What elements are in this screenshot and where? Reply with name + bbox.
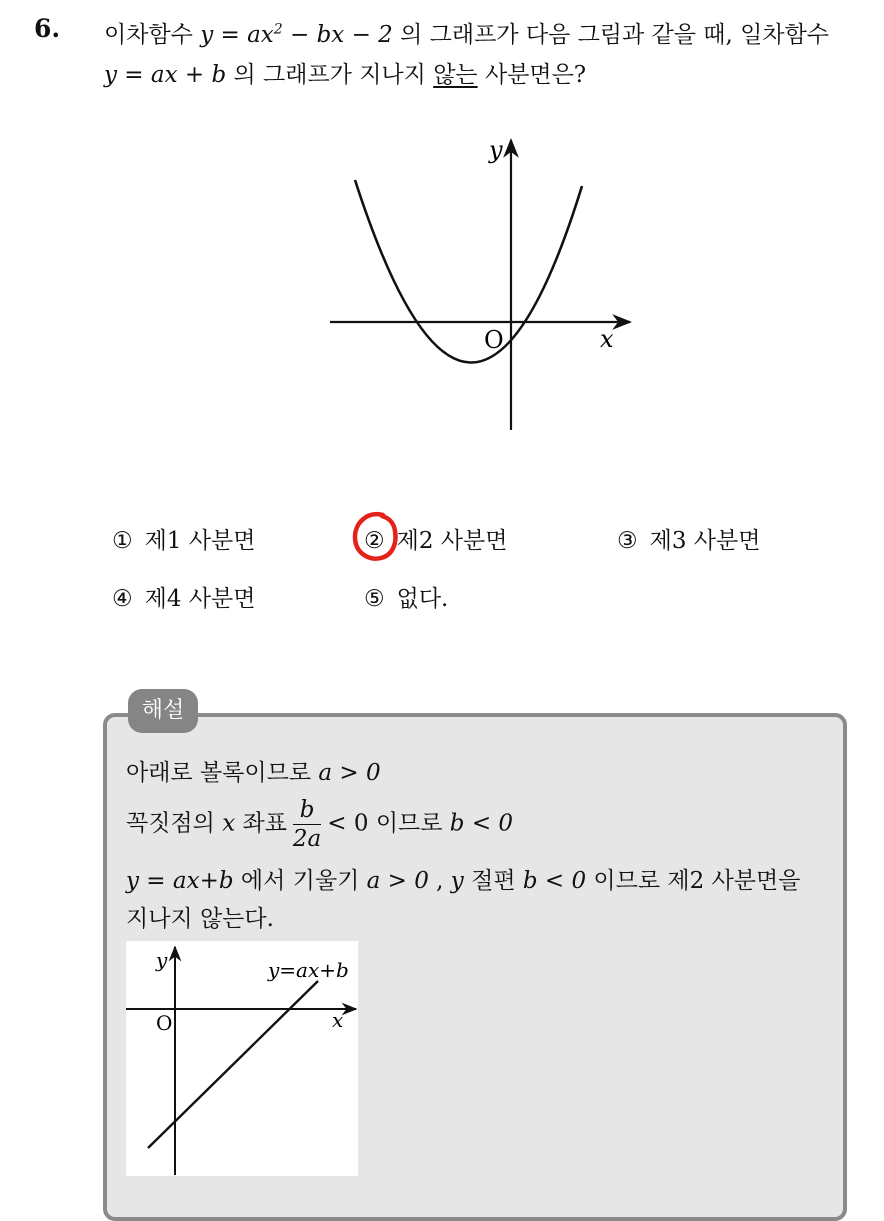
solution-tag: 해설 bbox=[128, 689, 198, 733]
answer-circle-mark bbox=[349, 509, 401, 565]
question-line-2: y = ax + b 의 그래프가 지나지 않는 사분면은? bbox=[104, 62, 587, 88]
solution-line-1: 아래로 볼록이므로 a > 0 bbox=[126, 760, 381, 786]
y-axis-label: y bbox=[156, 948, 168, 972]
question-text-rest: 의 그래프가 다음 그림과 같을 때, 일차함수 bbox=[400, 22, 830, 48]
solution-graph-panel bbox=[126, 941, 358, 1176]
choice-4[interactable]: ④ 제4 사분면 bbox=[112, 586, 256, 612]
x-axis-label: x bbox=[332, 1008, 344, 1032]
solution-line-3: y = ax+b 에서 기울기 a > 0 , y 절편 b < 0 이므로 제2 사분면을 bbox=[126, 868, 801, 894]
solution-line-4: 지나지 않는다. bbox=[126, 906, 274, 932]
question-text: 이차함수 bbox=[104, 22, 193, 48]
choice-3[interactable]: ③ 제3 사분면 bbox=[617, 528, 761, 554]
solution-line-2: 꼭짓점의 x 좌표 $\frac{b}{2a}$ < 0 이므로 b < 0 bbox=[126, 797, 514, 852]
parabola-curve bbox=[355, 180, 582, 363]
x-axis-label: x bbox=[600, 325, 614, 353]
choice-5[interactable]: ⑤ 없다. bbox=[364, 586, 449, 612]
linear-line bbox=[148, 981, 318, 1148]
parabola-graph bbox=[318, 128, 648, 438]
quadratic-equation: $y = ax^2$ − bx − 2 bbox=[200, 21, 393, 48]
fraction: $\frac{b}{2a}$ bbox=[292, 797, 322, 852]
question-number: 6. bbox=[34, 14, 61, 43]
y-axis-label: y bbox=[489, 136, 503, 164]
origin-label: O bbox=[484, 326, 504, 354]
line-label: y=ax+b bbox=[268, 958, 349, 982]
choice-1[interactable]: ① 제1 사분면 bbox=[112, 528, 256, 554]
linear-equation: y = ax + b bbox=[104, 62, 227, 88]
question-line-1 bbox=[104, 16, 829, 49]
choice-2[interactable]: ② 제2 사분면 bbox=[364, 528, 508, 554]
origin-label: O bbox=[156, 1011, 173, 1035]
underlined-word: 않는 bbox=[433, 62, 478, 88]
linear-graph bbox=[126, 941, 358, 1176]
